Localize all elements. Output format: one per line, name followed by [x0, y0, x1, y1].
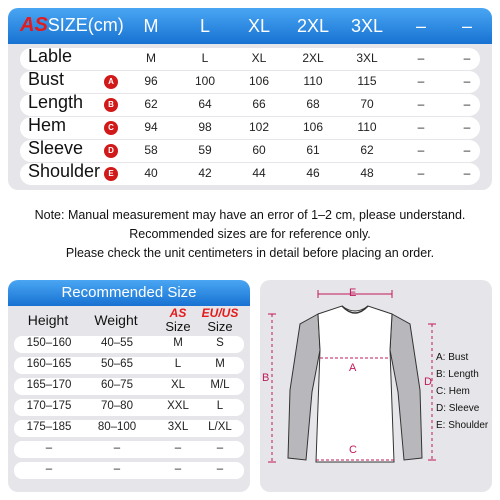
diagram-letter-a: A	[349, 362, 357, 374]
recommended-cell-weight: 40–55	[101, 337, 133, 349]
size-chart-as-tag: AS	[20, 14, 48, 36]
recommended-cell-weight: 80–100	[97, 421, 137, 433]
recommended-cell-as: XL	[170, 379, 186, 391]
size-row-value: –	[463, 97, 471, 111]
size-row-label: Hem	[28, 115, 67, 135]
recommended-cell-as: –	[174, 463, 182, 475]
shirt-body	[316, 306, 394, 462]
recommended-cell-height: 170–175	[26, 400, 72, 412]
recommended-row	[14, 399, 244, 416]
size-row-badge: E	[104, 167, 118, 181]
size-chart-row	[20, 71, 480, 93]
size-row-value: 98	[198, 120, 212, 134]
col-header-eu-size	[198, 307, 242, 333]
size-chart-header	[8, 8, 492, 44]
size-chart-row	[20, 94, 480, 116]
size-row-value: 62	[360, 143, 374, 157]
size-row-value: 3XL	[356, 51, 378, 65]
measurement-note	[0, 206, 500, 263]
recommended-row	[14, 336, 244, 353]
col-header-as-size	[156, 307, 200, 333]
recommended-cell-height: –	[45, 442, 53, 454]
as-size-label: Size	[165, 319, 191, 334]
size-row-value: 102	[248, 120, 270, 134]
recommended-cell-eu: –	[216, 442, 224, 454]
size-row-value: L	[201, 51, 209, 65]
size-row-value: –	[463, 51, 471, 65]
size-row-value: –	[463, 143, 471, 157]
legend-bust: A: Bust	[436, 352, 469, 363]
size-row-value: 110	[303, 74, 323, 88]
size-col-header: 2XL	[296, 16, 330, 36]
size-row-value: 106	[248, 74, 270, 88]
size-row-label: Lable	[28, 46, 73, 66]
size-row-value: 61	[306, 143, 320, 157]
size-chart-title	[20, 14, 124, 37]
recommended-cell-as: M	[173, 337, 183, 349]
legend-sleeve: D: Sleeve	[436, 403, 480, 414]
size-row-value: –	[463, 74, 471, 88]
recommended-row	[14, 378, 244, 395]
recommended-cell-as: L	[174, 358, 182, 370]
recommended-cell-eu: M/L	[210, 379, 230, 391]
size-row-value: 64	[198, 97, 212, 111]
size-col-header: –	[461, 16, 472, 36]
size-row-value: 60	[252, 143, 266, 157]
size-row-value: –	[417, 143, 425, 157]
size-row-value: 110	[357, 120, 377, 134]
size-chart-row	[20, 48, 480, 70]
size-row-value: 115	[357, 74, 377, 88]
size-row-badge: B	[104, 98, 118, 112]
recommended-cell-eu: L	[216, 400, 224, 412]
recommended-cell-height: –	[45, 463, 53, 475]
legend-hem: C: Hem	[436, 386, 470, 397]
size-row-value: –	[417, 74, 425, 88]
size-row-value: 68	[306, 97, 320, 111]
recommended-cell-eu: L/XL	[208, 421, 232, 433]
eu-size-label: Size	[207, 319, 233, 334]
recommended-row	[14, 441, 244, 458]
recommended-cell-weight: 60–75	[101, 379, 133, 391]
recommended-row	[14, 357, 244, 374]
recommended-cell-height: 175–185	[26, 421, 72, 433]
size-chart-row	[20, 140, 480, 162]
shirt-right-sleeve	[390, 314, 422, 460]
legend-shoulder: E: Shoulder	[436, 420, 489, 431]
size-row-label: Sleeve	[28, 138, 84, 158]
recommended-cell-as: XXL	[167, 400, 189, 412]
note-line: Please check the unit centimeters in detail before placing an order.	[65, 246, 435, 260]
size-row-value: 59	[198, 143, 212, 157]
size-chart-row	[20, 163, 480, 185]
recommended-row	[14, 420, 244, 437]
size-row-badge: A	[104, 75, 118, 89]
as-tag: AS	[169, 306, 187, 320]
size-col-header: –	[415, 16, 426, 36]
diagram-letter-e: E	[349, 287, 357, 299]
size-row-value: 106	[302, 120, 324, 134]
size-row-value: –	[463, 120, 471, 134]
size-chart-row	[20, 117, 480, 139]
size-row-value: M	[146, 51, 156, 65]
size-row-value: –	[417, 166, 425, 180]
recommended-cell-eu: S	[216, 337, 224, 349]
size-row-value: 44	[252, 166, 266, 180]
size-row-value: –	[417, 120, 425, 134]
size-row-value: 40	[144, 166, 158, 180]
size-row-value: 94	[144, 120, 158, 134]
size-row-label: Length	[28, 92, 84, 112]
diagram-letter-c: C	[349, 444, 357, 456]
size-row-value: –	[463, 166, 471, 180]
shirt-left-sleeve	[288, 314, 320, 460]
size-row-value: –	[417, 97, 425, 111]
recommended-size-header	[8, 280, 250, 306]
size-row-label: Shoulder	[28, 161, 101, 181]
recommended-cell-as: –	[174, 442, 182, 454]
recommended-row	[14, 462, 244, 479]
size-row-value: 42	[198, 166, 212, 180]
note-line: Note: Manual measurement may have an error of 1–2 cm, please understand.	[34, 208, 466, 222]
recommended-cell-height: 150–160	[26, 337, 72, 349]
recommended-cell-height: 165–170	[26, 379, 72, 391]
size-row-value: 70	[360, 97, 374, 111]
col-header-height: Height	[27, 312, 69, 328]
size-row-value: 48	[360, 166, 374, 180]
size-chart-panel	[8, 8, 492, 190]
diagram-letter-d: D	[424, 376, 432, 388]
recommended-cell-weight: 70–80	[101, 400, 133, 412]
col-header-weight: Weight	[94, 312, 138, 328]
size-chart-unit-label: SIZE(cm)	[47, 15, 124, 35]
size-row-value: 2XL	[302, 51, 324, 65]
eu-us-tag: EU/US	[201, 306, 239, 320]
size-row-value: XL	[251, 51, 267, 65]
recommended-cell-eu: M	[215, 358, 225, 370]
size-row-value: 66	[252, 97, 266, 111]
measurement-diagram	[260, 280, 492, 492]
size-row-value: 46	[306, 166, 320, 180]
size-row-label: Bust	[28, 69, 65, 89]
size-row-value: –	[417, 51, 425, 65]
recommended-size-title: Recommended Size	[61, 284, 197, 301]
recommended-cell-height: 160–165	[26, 358, 72, 370]
diagram-letter-b: B	[262, 372, 270, 384]
size-col-header: M	[143, 16, 159, 36]
recommended-cell-as: 3XL	[167, 421, 189, 433]
recommended-cell-eu: –	[216, 463, 224, 475]
recommended-cell-weight: –	[113, 442, 121, 454]
recommended-cell-weight: 50–65	[101, 358, 133, 370]
recommended-size-panel	[8, 280, 250, 492]
size-row-value: 100	[194, 74, 216, 88]
size-col-header: 3XL	[350, 16, 384, 36]
legend-length: B: Length	[436, 369, 479, 380]
size-row-badge: D	[104, 144, 118, 158]
size-col-header: L	[199, 16, 210, 36]
note-line: Recommended sizes are for reference only.	[129, 227, 371, 241]
size-col-header: XL	[247, 16, 271, 36]
size-row-value: 96	[144, 74, 158, 88]
size-row-value: 58	[144, 143, 158, 157]
size-row-badge: C	[104, 121, 118, 135]
recommended-cell-weight: –	[113, 463, 121, 475]
size-row-value: 62	[144, 97, 158, 111]
